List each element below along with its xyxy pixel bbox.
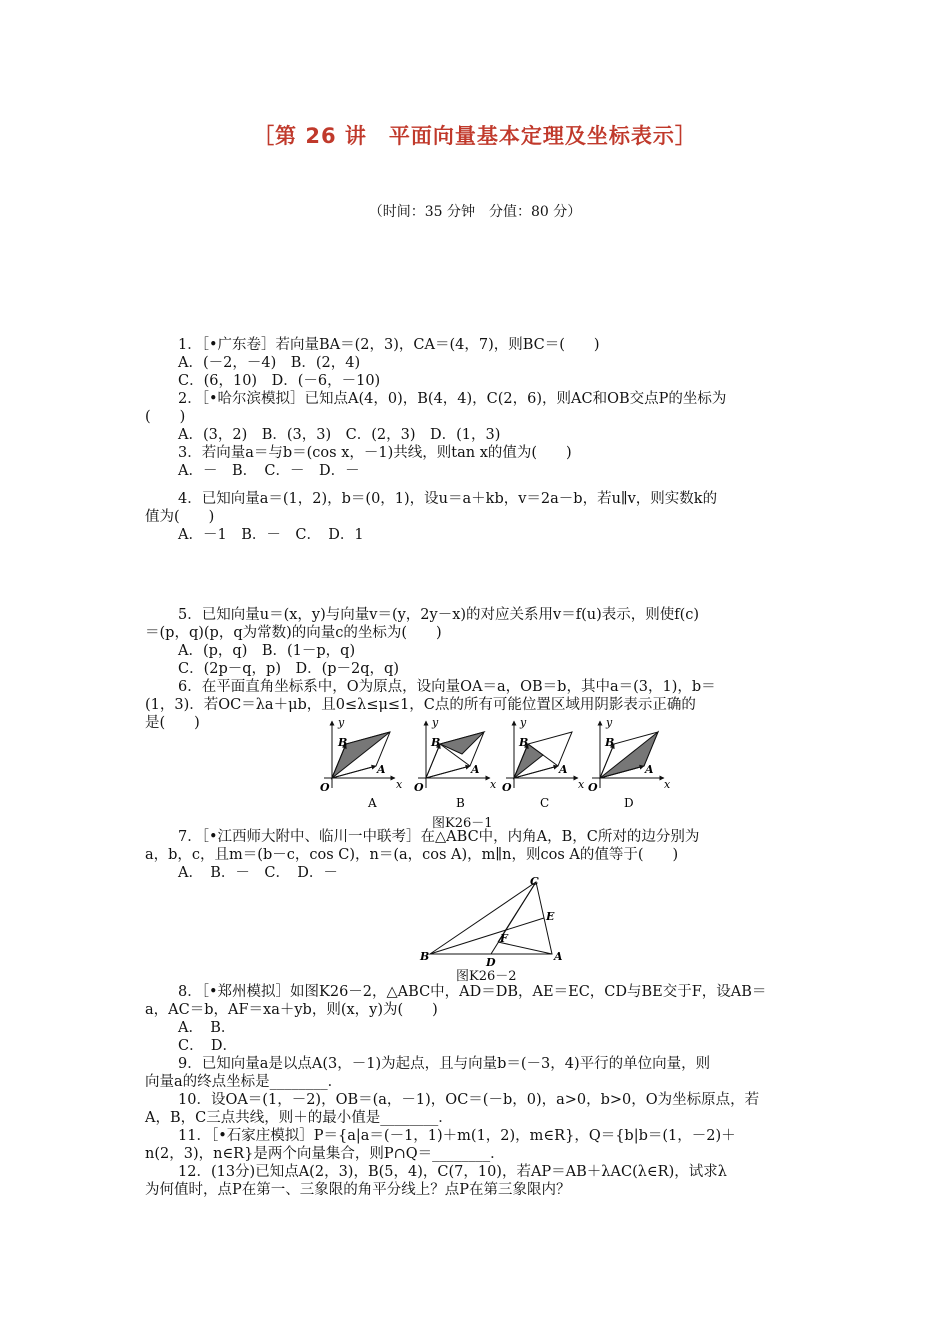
q7-options: A． B．－ C． D．－: [178, 865, 338, 881]
fig1-option-d-label: D: [624, 796, 634, 810]
q6-stem-cont: (1，3)．若OC＝λa＋μb，且0≤λ≤μ≤1，C点的所有可能位置区域用阴影表示正确的: [145, 697, 696, 713]
fig1c-axis-y-label: y: [520, 718, 527, 729]
q5-options-ab: A．(p，q) B．(1－p，q): [178, 643, 356, 659]
q11-stem-cont: n(2，3)，n∈R}是两个向量集合，则P∩Q＝________．: [145, 1146, 505, 1162]
fig1d-axis-x-label: x: [664, 778, 671, 791]
q7-stem: 7．［•江西师大附中、临川一中联考］在△ABC中，内角A，B，C所对的边分别为: [178, 829, 700, 845]
fig1-option-a-label: A: [368, 796, 377, 810]
fig1c-axis-x-label: x: [578, 778, 585, 791]
q2-stem: 2．［•哈尔滨模拟］已知点A(4，0)，B(4，4)，C(2，6)，则AC和OB交点P的坐标为: [178, 391, 727, 407]
q3-options: A．－ B． C．－ D．－: [178, 463, 360, 479]
fig1-option-c-label: C: [540, 796, 550, 810]
q9-stem: 9．已知向量a是以点A(3，－1)为起点，且与向量b＝(－3，4)平行的单位向量，则: [178, 1056, 711, 1072]
fig2-point-b-label: B: [420, 950, 430, 963]
q12-stem-cont: 为何值时，点P在第一、三象限的角平分线上？点P在第三象限内？: [145, 1182, 571, 1198]
fig1d-point-a-label: A: [645, 763, 654, 776]
page-title: ［第 26 讲 平面向量基本定理及坐标表示］: [253, 124, 697, 148]
q9-stem-cont: 向量a的终点坐标是________．: [145, 1074, 343, 1090]
q11-stem: 11．［•石家庄模拟］P＝{a|a＝(－1，1)＋m(1，2)，m∈R}，Q＝{b|b＝(1，－2)＋: [178, 1128, 736, 1144]
q2-stem-cont: ( ): [145, 409, 186, 425]
q8-stem: 8．［•郑州模拟］如图K26－2，△ABC中，AD＝DB，AE＝EC，CD与BE交于F，设AB＝: [178, 984, 767, 1000]
page-subtitle: （时间：35 分钟 分值：80 分）: [368, 204, 582, 220]
fig1b-point-a-label: A: [471, 763, 480, 776]
q4-options: A．－1 B．－ C． D．1: [178, 527, 364, 543]
fig1d-point-b-label: B: [605, 736, 615, 749]
q7-stem-cont: a，b，c，且m＝(b－c，cos C)，n＝(a，cos A)，m∥n，则cos A的值等于( ): [145, 847, 679, 863]
q12-stem: 12．(13分)已知点A(2，3)，B(5，4)，C(7，10)，若AP＝AB＋λAC(λ∈R)，试求λ: [178, 1164, 727, 1180]
figure-k26-1: [310, 718, 690, 813]
figure1-panel-d: [588, 718, 671, 810]
q1-options-cd: C．(6，10) D．(－6，－10): [178, 373, 381, 389]
fig1-origin-label: O: [320, 781, 330, 794]
figure2-caption: 图K26－2: [456, 969, 517, 984]
fig1b-point-b-label: B: [431, 736, 441, 749]
figure1-panel-b: [414, 718, 497, 810]
q6-stem: 6．在平面直角坐标系中，O为原点，设向量OA＝a，OB＝b，其中a＝(3，1)，b＝: [178, 679, 716, 695]
q8-options-cd: C． D．: [178, 1038, 237, 1054]
q2-options: A．(3，2) B．(3，3) C．(2，3) D．(1，3): [178, 427, 501, 443]
q1-options-ab: A．(－2，－4) B．(2，4): [178, 355, 361, 371]
q8-options-ab: A． B．: [178, 1020, 236, 1036]
q1-stem: 1．［•广东卷］若向量BA＝(2，3)，CA＝(4，7)，则BC＝( ): [178, 337, 600, 353]
fig1b-axis-x-label: x: [490, 778, 497, 791]
fig1c-point-b-label: B: [519, 736, 529, 749]
q10-stem: 10．设OA＝(1，－2)，OB＝(a，－1)，OC＝(－b，0)，a>0，b>0，O为坐标原点，若: [178, 1092, 760, 1108]
fig1b-origin-label: O: [414, 781, 424, 794]
figure1-panel-c: [502, 718, 585, 810]
q5-stem: 5．已知向量u＝(x，y)与向量v＝(y，2y－x)的对应关系用v＝f(u)表示，则使f(c): [178, 607, 700, 623]
fig1-point-b-label: B: [338, 736, 348, 749]
fig1-axis-x-label: x: [396, 778, 403, 791]
q8-stem-cont: a，AC＝b，AF＝xa＋yb，则(x，y)为( ): [145, 1002, 438, 1018]
q10-stem-cont: A，B，C三点共线，则＋的最小值是________．: [145, 1110, 453, 1126]
fig1c-point-a-label: A: [559, 763, 568, 776]
fig1c-origin-label: O: [502, 781, 512, 794]
q4-stem: 4．已知向量a＝(1，2)，b＝(0，1)，设u＝a＋kb，v＝2a－b，若u∥v，则实数k的: [178, 491, 718, 507]
figure1-caption: 图K26－1: [432, 816, 493, 831]
q4-stem-cont: 值为( ): [145, 509, 215, 525]
fig2-point-a-label: A: [554, 950, 563, 963]
q3-stem: 3．若向量a＝与b＝(cos x，－1)共线，则tan x的值为( ): [178, 445, 572, 461]
fig2-point-d-label: D: [486, 956, 496, 967]
fig2-point-e-label: E: [546, 910, 555, 923]
fig1b-axis-y-label: y: [432, 718, 439, 729]
fig2-point-c-label: C: [530, 875, 539, 888]
fig1-option-b-label: B: [456, 796, 465, 810]
fig1d-origin-label: O: [588, 781, 598, 794]
fig2-point-f-label: F: [500, 932, 508, 945]
figure-k26-2: [418, 872, 568, 967]
figure1-panel-a: [320, 718, 403, 810]
fig1-point-a-label: A: [377, 763, 386, 776]
fig1-axis-y-label: y: [338, 718, 345, 729]
q6-stem-end: 是( ): [145, 715, 200, 731]
q5-stem-cont: ＝(p，q)(p，q为常数)的向量c的坐标为( ): [145, 625, 442, 641]
fig1d-axis-y-label: y: [606, 718, 613, 729]
q5-options-cd: C．(2p－q，p) D．(p－2q，q): [178, 661, 399, 677]
